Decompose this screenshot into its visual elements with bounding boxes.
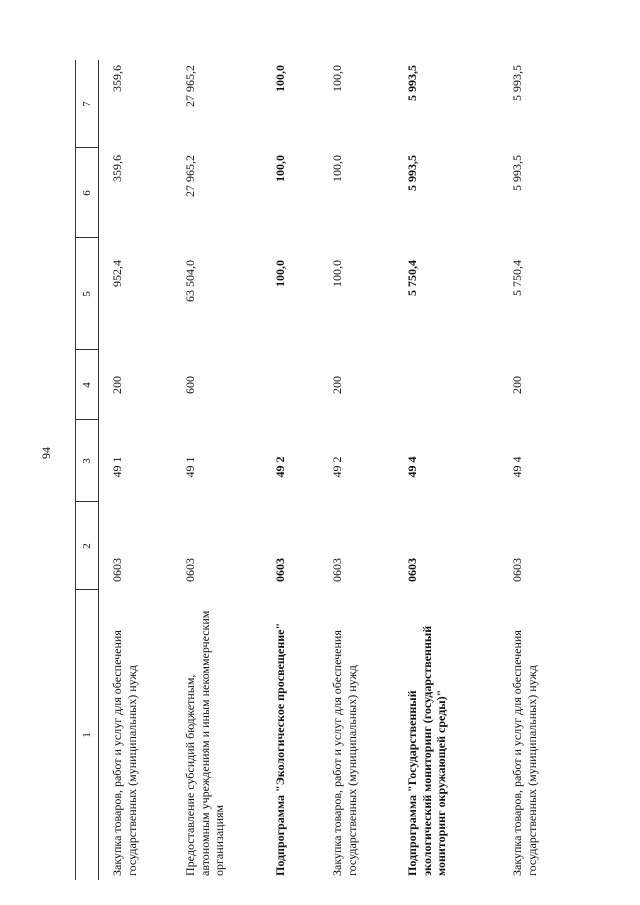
header-col-2: 2 — [81, 543, 93, 549]
row-value-7: 100,0 — [330, 65, 344, 92]
row-value-5: 100,0 — [273, 260, 287, 287]
row-code: 0603 — [273, 558, 287, 582]
row-value-7: 5 993,5 — [405, 65, 419, 101]
row-program: 49 1 — [183, 456, 197, 478]
row-value-6: 5 993,5 — [405, 155, 419, 191]
header-col-7: 7 — [81, 101, 93, 107]
row-code: 0603 — [183, 558, 197, 582]
row-program: 49 1 — [110, 456, 124, 478]
row-type: 600 — [183, 376, 197, 394]
row-value-7: 5 993,5 — [510, 65, 524, 101]
row-value-5: 100,0 — [330, 260, 344, 287]
header-col-1: 1 — [81, 732, 93, 738]
row-program: 49 2 — [330, 456, 344, 478]
row-type: 200 — [510, 376, 524, 394]
row-value-7: 100,0 — [273, 65, 287, 92]
row-program: 49 2 — [273, 456, 287, 478]
header-col-3: 3 — [81, 458, 93, 464]
row-value-6: 27 965,2 — [183, 155, 197, 197]
row-value-7: 359,6 — [110, 65, 124, 92]
row-value-5: 5 750,4 — [405, 260, 419, 296]
row-name: Закупка товаров, работ и услуг для обеспечения государственных (муниципальных) нужд — [330, 630, 359, 876]
row-value-5: 63 504,0 — [183, 260, 197, 302]
header-col-6: 6 — [81, 190, 93, 196]
row-name: Закупка товаров, работ и услуг для обеспечения государственных (муниципальных) нужд — [510, 630, 539, 876]
row-type: 200 — [110, 376, 124, 394]
row-code: 0603 — [510, 558, 524, 582]
row-value-5: 952,4 — [110, 260, 124, 287]
row-value-7: 27 965,2 — [183, 65, 197, 107]
row-program: 49 4 — [405, 456, 419, 478]
row-value-5: 5 750,4 — [510, 260, 524, 296]
budget-table — [75, 60, 560, 880]
row-type: 200 — [330, 376, 344, 394]
row-value-6: 100,0 — [330, 155, 344, 182]
row-name: Закупка товаров, работ и услуг для обеспечения государственных (муниципальных) нужд — [110, 630, 139, 876]
row-name: Подпрограмма "Государственный экологический мониторинг (государственный мониторинг окружающей среды)" — [405, 625, 448, 876]
row-code: 0603 — [405, 558, 419, 582]
row-value-6: 5 993,5 — [510, 155, 524, 191]
row-value-6: 359,6 — [110, 155, 124, 182]
table-header-row — [75, 60, 99, 880]
row-name: Подпрограмма "Экологическое просвещение" — [273, 622, 287, 876]
row-value-6: 100,0 — [273, 155, 287, 182]
row-name: Предоставление субсидий бюджетным, автономным учреждениям и иным некоммерческим организациям — [183, 610, 226, 876]
row-program: 49 4 — [510, 456, 524, 478]
header-col-4: 4 — [81, 382, 93, 388]
row-code: 0603 — [330, 558, 344, 582]
page-number: 94 — [39, 447, 53, 459]
header-col-5: 5 — [81, 291, 93, 297]
row-code: 0603 — [110, 558, 124, 582]
